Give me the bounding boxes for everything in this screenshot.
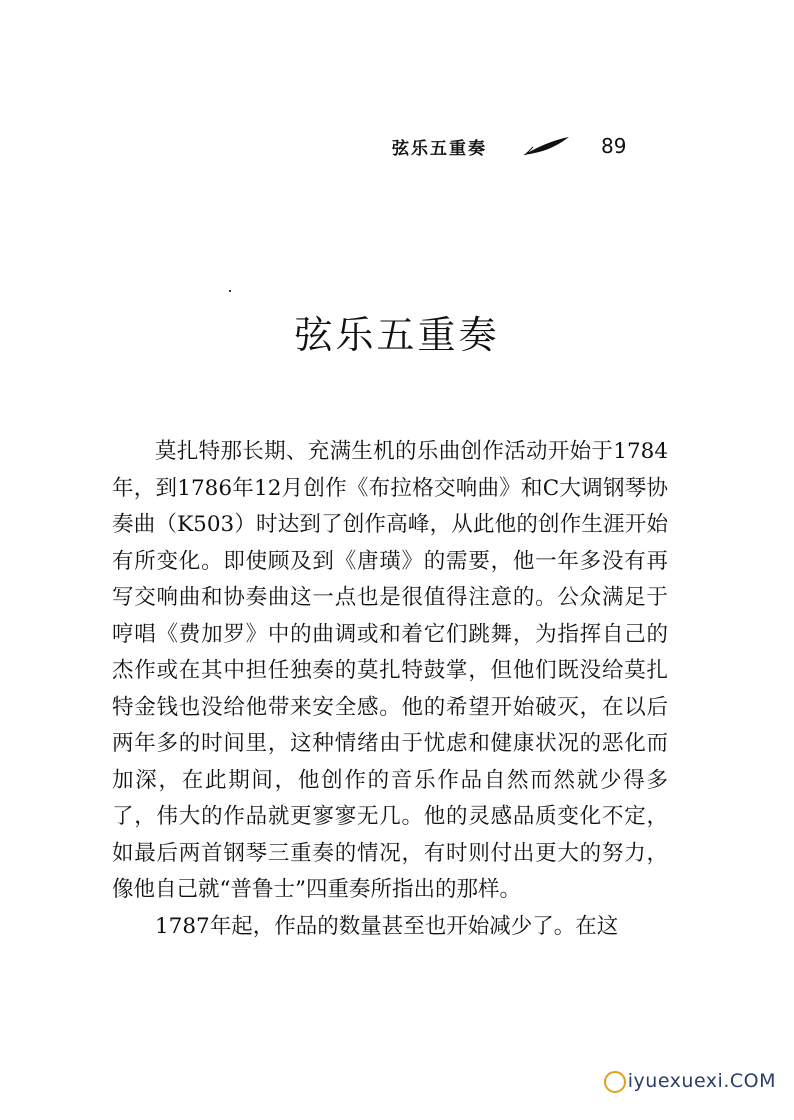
paragraph: 1787年起，作品的数量甚至也开始减少了。在这 bbox=[155, 913, 619, 939]
page-number: 89 bbox=[601, 134, 627, 158]
running-head bbox=[392, 132, 626, 160]
running-title: 弦乐五重奏 bbox=[392, 138, 487, 159]
chapter-title: 弦乐五重奏 bbox=[294, 313, 500, 357]
watermark-logo-icon bbox=[604, 1071, 626, 1093]
paragraph: 莫扎特那长期、充满生机的乐曲创作活动开始于1784年，到1786年12月创作《布拉格交响曲》和C大调钢琴协奏曲（K503）时达到了创作高峰，从此他的创作生涯开始有所变化。即使顾及到《唐璜》的需要，他一年多没有再写交响曲和协奏曲这一点也是很值得注意的。公众满足于哼唱《费加罗》中的曲调或和着它们跳舞，为指挥自己的杰作或在其中担任独奏的莫扎特鼓掌，但他们既没给莫扎特金钱也没给他带来安全感。他的希望开始破灭，在以后两年多的时间里，这种情绪由于忧虑和健康状况的恶化而加深，在此期间，他创作的音乐作品自然而然就少得多了，伟大的作品就更寥寥无几。他的灵感品质变化不定，如最后两首钢琴三重奏的情况，有时则付出更大的努力，像他自己就“普鲁士”四重奏所指出的那样。 bbox=[112, 439, 668, 902]
quill-icon bbox=[521, 135, 571, 157]
watermark-text: iyuexuexi.COM bbox=[627, 1070, 776, 1092]
watermark bbox=[604, 1070, 776, 1092]
body-text bbox=[112, 434, 668, 945]
print-speck bbox=[229, 290, 231, 292]
